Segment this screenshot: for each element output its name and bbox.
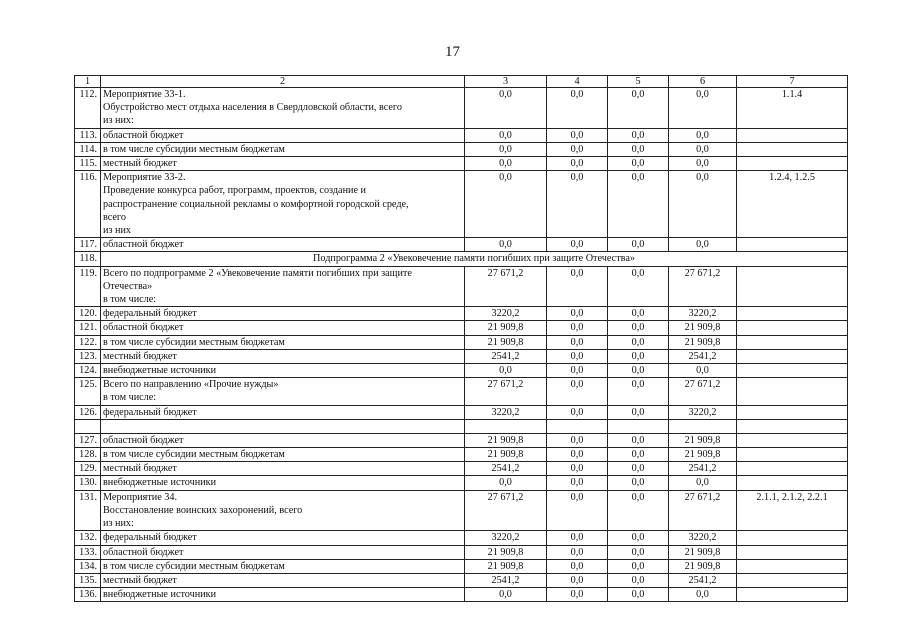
column-header: 5 [608,76,669,88]
target-ref [737,531,848,545]
target-ref [737,335,848,349]
table-row [75,545,848,559]
value-col-3: 0,0 [465,364,547,378]
value-col-4: 0,0 [547,462,608,476]
value-col-5: 0,0 [608,588,669,602]
value-col-6: 2541,2 [669,349,737,363]
value-col-6: 3220,2 [669,405,737,419]
row-name: областной бюджет [101,321,465,335]
value-col-5: 0,0 [608,476,669,490]
value-col-6: 0,0 [669,476,737,490]
value-col-3: 3220,2 [465,531,547,545]
value-col-4: 0,0 [547,490,608,531]
table-cell-empty [547,419,608,433]
value-col-4: 0,0 [547,238,608,252]
value-col-6: 2541,2 [669,573,737,587]
table-row [75,335,848,349]
target-ref [737,266,848,307]
value-col-3: 0,0 [465,142,547,156]
row-name: областной бюджет [101,238,465,252]
row-name: федеральный бюджет [101,307,465,321]
row-name: в том числе субсидии местным бюджетам [101,559,465,573]
value-col-3: 21 909,8 [465,433,547,447]
column-header: 6 [669,76,737,88]
table-row [75,321,848,335]
target-ref [737,545,848,559]
target-ref [737,448,848,462]
target-ref [737,128,848,142]
value-col-4: 0,0 [547,433,608,447]
value-col-3: 3220,2 [465,405,547,419]
value-col-5: 0,0 [608,559,669,573]
row-name: внебюджетные источники [101,588,465,602]
row-name: Мероприятие 33-2. Проведение конкурса работ, программ, проектов, создание и распространение социальной рекламы о комфортной городской среде, всего из них [101,171,465,238]
value-col-4: 0,0 [547,588,608,602]
value-col-4: 0,0 [547,476,608,490]
value-col-5: 0,0 [608,462,669,476]
row-number: 121. [75,321,101,335]
table-row [75,307,848,321]
value-col-5: 0,0 [608,545,669,559]
value-col-3: 21 909,8 [465,335,547,349]
table-header-row [75,76,848,88]
value-col-6: 0,0 [669,157,737,171]
value-col-4: 0,0 [547,378,608,405]
value-col-3: 0,0 [465,128,547,142]
value-col-5: 0,0 [608,142,669,156]
value-col-5: 0,0 [608,157,669,171]
value-col-6: 21 909,8 [669,448,737,462]
row-name: Всего по направлению «Прочие нужды» в том числе: [101,378,465,405]
value-col-5: 0,0 [608,378,669,405]
row-name: федеральный бюджет [101,531,465,545]
target-ref [737,405,848,419]
column-header: 4 [547,76,608,88]
value-col-4: 0,0 [547,321,608,335]
target-ref [737,378,848,405]
row-number: 118. [75,252,101,266]
table-cell-empty [669,419,737,433]
value-col-3: 27 671,2 [465,490,547,531]
table-row [75,531,848,545]
row-number: 125. [75,378,101,405]
value-col-6: 21 909,8 [669,545,737,559]
row-number: 130. [75,476,101,490]
table-row-section [75,252,848,266]
table-row [75,448,848,462]
value-col-4: 0,0 [547,364,608,378]
column-header: 7 [737,76,848,88]
value-col-5: 0,0 [608,364,669,378]
target-ref [737,364,848,378]
value-col-4: 0,0 [547,157,608,171]
table-cell-empty [101,419,465,433]
table-cell-empty [737,419,848,433]
value-col-6: 27 671,2 [669,378,737,405]
table-cell-empty [608,419,669,433]
row-name: местный бюджет [101,157,465,171]
value-col-6: 27 671,2 [669,490,737,531]
table-row [75,433,848,447]
table-row [75,462,848,476]
value-col-6: 27 671,2 [669,266,737,307]
target-ref [737,573,848,587]
value-col-4: 0,0 [547,545,608,559]
value-col-4: 0,0 [547,448,608,462]
table-cell-empty [75,419,101,433]
row-name: местный бюджет [101,349,465,363]
value-col-3: 21 909,8 [465,321,547,335]
value-col-4: 0,0 [547,531,608,545]
value-col-4: 0,0 [547,559,608,573]
table-row [75,128,848,142]
column-header: 3 [465,76,547,88]
row-number: 134. [75,559,101,573]
value-col-6: 0,0 [669,142,737,156]
row-name: федеральный бюджет [101,405,465,419]
target-ref [737,307,848,321]
table-row [75,88,848,129]
row-name: в том числе субсидии местным бюджетам [101,142,465,156]
row-name: Мероприятие 34. Восстановление воинских захоронений, всего из них: [101,490,465,531]
row-number: 119. [75,266,101,307]
value-col-3: 0,0 [465,88,547,129]
value-col-3: 21 909,8 [465,545,547,559]
value-col-4: 0,0 [547,128,608,142]
value-col-5: 0,0 [608,238,669,252]
row-name: областной бюджет [101,433,465,447]
value-col-6: 0,0 [669,364,737,378]
row-number: 135. [75,573,101,587]
value-col-3: 3220,2 [465,307,547,321]
row-number: 120. [75,307,101,321]
table-row [75,378,848,405]
value-col-6: 2541,2 [669,462,737,476]
value-col-5: 0,0 [608,490,669,531]
value-col-3: 21 909,8 [465,448,547,462]
table-row [75,405,848,419]
value-col-6: 21 909,8 [669,559,737,573]
value-col-4: 0,0 [547,307,608,321]
target-ref [737,559,848,573]
row-number: 114. [75,142,101,156]
value-col-4: 0,0 [547,142,608,156]
value-col-3: 0,0 [465,238,547,252]
value-col-3: 21 909,8 [465,559,547,573]
value-col-6: 21 909,8 [669,321,737,335]
row-number: 127. [75,433,101,447]
value-col-6: 3220,2 [669,307,737,321]
value-col-3: 27 671,2 [465,378,547,405]
target-ref [737,588,848,602]
value-col-4: 0,0 [547,171,608,238]
page-number: 17 [445,44,460,60]
value-col-4: 0,0 [547,335,608,349]
table-row [75,171,848,238]
value-col-3: 0,0 [465,171,547,238]
value-col-4: 0,0 [547,266,608,307]
row-number: 124. [75,364,101,378]
row-number: 128. [75,448,101,462]
value-col-6: 0,0 [669,88,737,129]
value-col-3: 2541,2 [465,349,547,363]
row-number: 122. [75,335,101,349]
value-col-5: 0,0 [608,573,669,587]
value-col-6: 0,0 [669,238,737,252]
value-col-5: 0,0 [608,266,669,307]
row-name: местный бюджет [101,573,465,587]
table-row [75,349,848,363]
value-col-5: 0,0 [608,321,669,335]
value-col-4: 0,0 [547,405,608,419]
value-col-5: 0,0 [608,531,669,545]
value-col-5: 0,0 [608,335,669,349]
value-col-5: 0,0 [608,405,669,419]
target-ref: 1.1.4 [737,88,848,129]
target-ref [737,321,848,335]
value-col-6: 0,0 [669,171,737,238]
column-header: 1 [75,76,101,88]
table-row [75,238,848,252]
row-number: 116. [75,171,101,238]
row-number: 136. [75,588,101,602]
value-col-5: 0,0 [608,171,669,238]
row-name: в том числе субсидии местным бюджетам [101,448,465,462]
value-col-3: 27 671,2 [465,266,547,307]
row-number: 132. [75,531,101,545]
value-col-4: 0,0 [547,88,608,129]
row-name: областной бюджет [101,545,465,559]
value-col-6: 21 909,8 [669,335,737,349]
row-number: 115. [75,157,101,171]
value-col-6: 3220,2 [669,531,737,545]
target-ref [737,142,848,156]
row-number: 129. [75,462,101,476]
value-col-4: 0,0 [547,573,608,587]
table-row [75,573,848,587]
table-row [75,588,848,602]
table-row [75,559,848,573]
value-col-6: 0,0 [669,128,737,142]
row-number: 131. [75,490,101,531]
value-col-4: 0,0 [547,349,608,363]
target-ref [737,476,848,490]
value-col-5: 0,0 [608,88,669,129]
value-col-6: 0,0 [669,588,737,602]
row-name: областной бюджет [101,128,465,142]
row-number: 123. [75,349,101,363]
table-row [75,142,848,156]
table-cell-empty [465,419,547,433]
target-ref [737,238,848,252]
row-number: 113. [75,128,101,142]
row-number: 112. [75,88,101,129]
target-ref [737,433,848,447]
value-col-6: 21 909,8 [669,433,737,447]
value-col-5: 0,0 [608,307,669,321]
value-col-5: 0,0 [608,433,669,447]
target-ref: 1.2.4, 1.2.5 [737,171,848,238]
value-col-5: 0,0 [608,448,669,462]
row-name: в том числе субсидии местным бюджетам [101,335,465,349]
row-name: внебюджетные источники [101,364,465,378]
row-name: Мероприятие 33-1. Обустройство мест отдыха населения в Свердловской области, всего из них: [101,88,465,129]
row-name: внебюджетные источники [101,476,465,490]
value-col-3: 0,0 [465,588,547,602]
value-col-3: 2541,2 [465,462,547,476]
table-row [75,157,848,171]
value-col-3: 0,0 [465,476,547,490]
budget-table [74,75,848,602]
row-number: 133. [75,545,101,559]
table-row [75,490,848,531]
table-row [75,476,848,490]
value-col-5: 0,0 [608,128,669,142]
column-header: 2 [101,76,465,88]
value-col-5: 0,0 [608,349,669,363]
table-row [75,364,848,378]
value-col-3: 0,0 [465,157,547,171]
table-row-blank [75,419,848,433]
target-ref [737,462,848,476]
row-number: 117. [75,238,101,252]
target-ref [737,349,848,363]
row-number: 126. [75,405,101,419]
target-ref [737,157,848,171]
target-ref: 2.1.1, 2.1.2, 2.2.1 [737,490,848,531]
table-row [75,266,848,307]
row-name: Всего по подпрограмме 2 «Увековечение памяти погибших при защите Отечества» в том числе: [101,266,465,307]
row-name: местный бюджет [101,462,465,476]
value-col-3: 2541,2 [465,573,547,587]
subprogram-title: Подпрограмма 2 «Увековечение памяти погибших при защите Отечества» [101,252,848,266]
